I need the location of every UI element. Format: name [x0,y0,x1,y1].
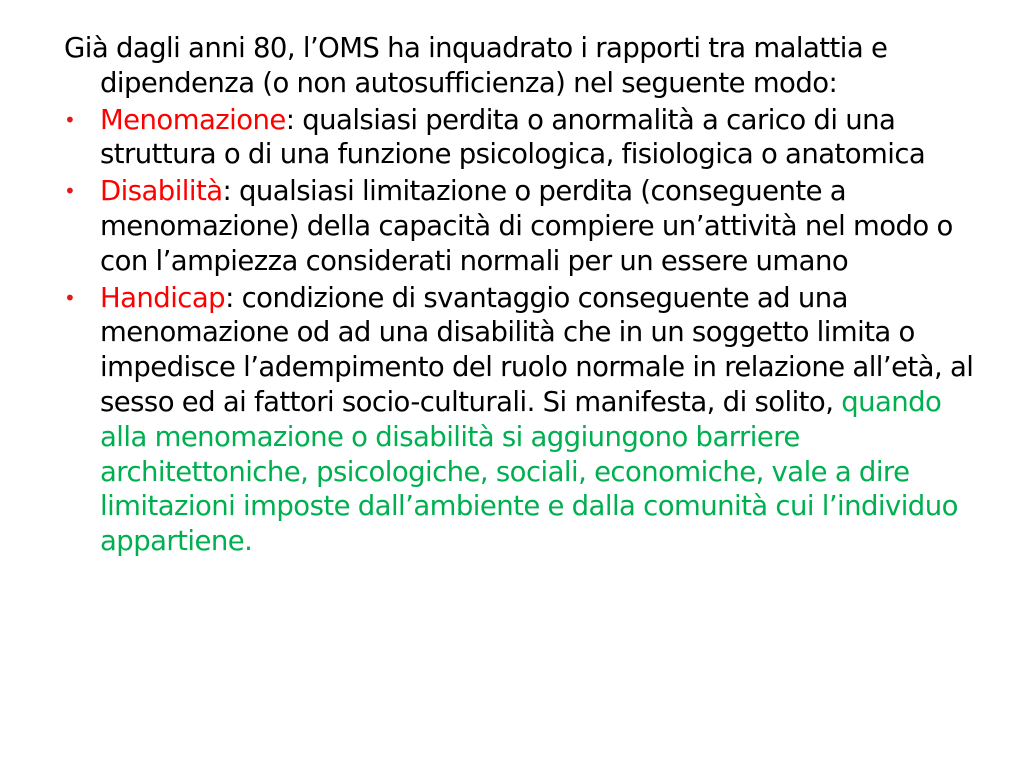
list-item-handicap [64,281,974,559]
list-item-menomazione [64,103,974,173]
definition-disabilita: : qualsiasi limitazione o perdita (conseguente a menomazione) della capacità di compiere un’attività nel modo o con l’ampiezza considerati normali per un essere umano [100,175,953,277]
definition-handicap: : condizione di svantaggio conseguente ad una menomazione od ad una disabilità che in un soggetto limita o impedisce l’adempimento del ruolo normale in relazione all’età, al sesso ed ai fattori socio-culturali. Si manifesta, di solito, [100,281,974,418]
term-disabilita: Disabilità [100,175,223,208]
bullet-icon: • [64,285,76,310]
bullet-icon: • [64,179,76,204]
slide-body [64,31,974,561]
bullet-icon: • [64,107,76,132]
term-handicap: Handicap [100,281,226,314]
highlight-barriers: quando alla menomazione o disabilità si aggiungono barriere architettoniche, psicologiche, sociali, economiche, vale a dire limitazioni imposte dall’ambiente e dalla comunità cui l’individuo appartiene. [100,385,958,558]
intro-paragraph: Già dagli anni 80, l’OMS ha inquadrato i rapporti tra malattia e dipendenza (o non autosufficienza) nel seguente modo: [64,32,888,99]
term-menomazione: Menomazione [100,103,286,136]
list-item-disabilita [64,174,974,278]
definition-menomazione: : qualsiasi perdita o anormalità a carico di una struttura o di una funzione psicologica, fisiologica o anatomica [100,103,926,171]
